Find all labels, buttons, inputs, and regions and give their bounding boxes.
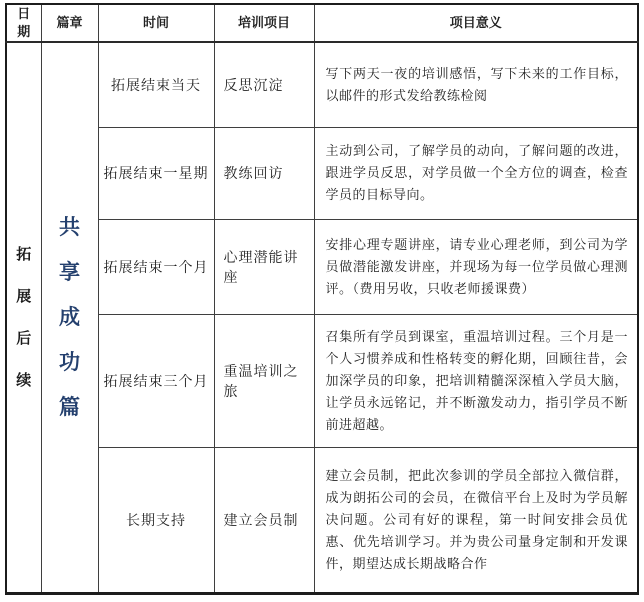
header-meaning-label: 项目意义 (449, 15, 502, 30)
header-row (6, 4, 638, 42)
header-chapter (41, 4, 98, 42)
date-merged-cell (6, 42, 41, 594)
meaning-cell: 建立会员制，把此次参训的学员全部拉入微信群，成为朗拓公司的会员，在微信平台上及时为学员解决问题。公司有好的课程，第一时间安排会员优惠、优先培训学习。并为贵公司量身定制和开发课件，期望达成长期战略合作 (314, 447, 638, 593)
header-time (98, 4, 214, 42)
header-time-label: 时间 (142, 15, 169, 30)
meaning-cell: 主动到公司，了解学员的动向，了解问题的改进，跟进学员反思，对学员做一个全方位的调查，检查学员的目标导向。 (314, 127, 638, 219)
project-cell: 心理潜能讲座 (214, 219, 314, 314)
header-project (214, 4, 314, 42)
table-row (6, 127, 638, 219)
table-row (6, 314, 638, 447)
header-meaning (314, 4, 638, 42)
date-vertical-label: 拓展后续 (16, 246, 32, 389)
time-cell: 拓展结束当天 (98, 42, 214, 127)
header-date-label: 日期 (17, 6, 31, 39)
table-row (6, 219, 638, 314)
time-cell: 拓展结束一个月 (98, 219, 214, 314)
project-cell: 教练回访 (214, 127, 314, 219)
meaning-cell: 召集所有学员到课室，重温培训过程。三个月是一个人习惯养成和性格转变的孵化期，回顾往昔，会加深学员的印象，把培训精髓深深植入学员大脑，让学员永远铭记，并不断激发动力，指引学员不断前进超越。 (314, 314, 638, 447)
header-project-label: 培训项目 (237, 15, 290, 30)
project-cell: 反思沉淀 (214, 42, 314, 127)
chapter-merged-cell (41, 42, 98, 594)
project-cell: 建立会员制 (214, 447, 314, 593)
meaning-cell: 安排心理专题讲座，请专业心理老师，到公司为学员做潜能激发讲座，并现场为每一位学员做心理测评。（费用另收，只收老师援课费） (314, 219, 638, 314)
header-chapter-label: 篇章 (56, 15, 83, 30)
time-cell: 长期支持 (98, 447, 214, 593)
table-row (6, 42, 638, 127)
project-cell: 重温培训之旅 (214, 314, 314, 447)
time-cell: 拓展结束三个月 (98, 314, 214, 447)
training-followup-table (5, 3, 639, 595)
table-row (6, 447, 638, 593)
time-cell: 拓展结束一星期 (98, 127, 214, 219)
meaning-cell: 写下两天一夜的培训感悟，写下未来的工作目标，以邮件的形式发给教练检阅 (314, 42, 638, 127)
chapter-vertical-label: 共享成功篇 (59, 215, 80, 419)
header-date (6, 4, 41, 42)
